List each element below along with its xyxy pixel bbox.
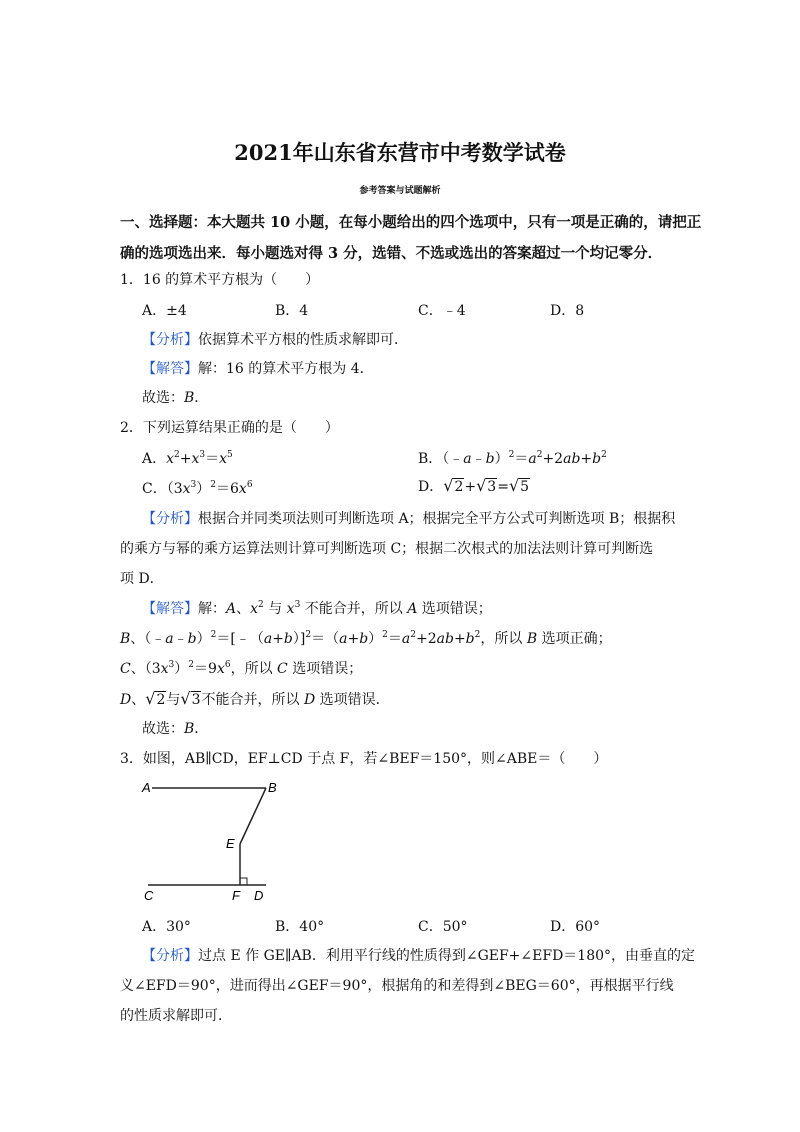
analysis-tag: 【分析】 — [142, 511, 198, 527]
q2-option-c: C．$(3x^3)^2=6x^6$ — [142, 480, 253, 497]
q2-choice — [142, 719, 208, 739]
q1-analysis — [142, 330, 408, 350]
q1-choice-letter: B — [184, 390, 195, 406]
q2-analysis-line1 — [142, 509, 675, 529]
q2-analysis-line2: 的乘方与幂的乘方运算法则计算可判断选项 C；根据二次根式的加法法则计算可判断选 — [120, 541, 654, 557]
section-heading-line2: 确的选项选出来．每小题选对得 3 分，选错、不选或选出的答案超过一个均记零分． — [120, 245, 663, 262]
figure-label-e: E — [226, 836, 235, 851]
q1-choice-end: ． — [194, 390, 209, 406]
q2-analysis-line3: 项 D． — [120, 571, 164, 587]
section-heading-line1: 一、选择题：本大题共 10 小题，在每小题给出的四个选项中，只有一项是正确的，请把正 — [120, 214, 702, 231]
figure-label-f: F — [232, 888, 240, 903]
q2-option-a: A．$x^2+x^3=x^5$ — [142, 450, 233, 467]
q2-choice-letter: B — [184, 721, 195, 737]
q1-answer-text: 解：16 的算术平方根为 4． — [198, 361, 374, 377]
analysis-tag: 【分析】 — [142, 948, 198, 964]
q2-choice-end: ． — [194, 721, 209, 737]
q1-choice-prefix: 故选： — [142, 390, 184, 406]
q2-answer-line4: D、√2与√3不能合并，所以 D 选项错误． — [120, 689, 390, 708]
figure-label-c: C — [144, 888, 154, 903]
answer-tag: 【解答】 — [142, 361, 198, 377]
q3-option-c: C．50° — [418, 919, 468, 935]
q1-option-d: D．8 — [550, 303, 585, 319]
q3-option-a: A．30° — [142, 919, 191, 935]
q1-option-c: C．﹣4 — [418, 303, 466, 319]
figure-label-d: D — [254, 888, 264, 903]
page-title: 2021年山东省东营市中考数学试卷 — [234, 140, 566, 165]
q1-option-b: B．4 — [275, 303, 309, 319]
q2-option-b: B．$(﹣a﹣b)^2=a^2+2ab+b^2$ — [418, 450, 607, 467]
q3-option-b: B．40° — [275, 919, 325, 935]
q2-analysis-text-1: 根据合并同类项法则可判断选项 A；根据完全平方公式可判断选项 B；根据积 — [198, 511, 676, 527]
page-subtitle: 参考答案与试题解析 — [359, 186, 441, 196]
q1-option-a: A．±4 — [142, 303, 187, 319]
q3-geometry-figure — [138, 774, 288, 906]
figure-label-b: B — [268, 780, 277, 795]
q3-analysis-line3: 的性质求解即可． — [120, 1008, 232, 1024]
q3-stem: 3．如图，AB∥CD，EF⊥CD 于点 F，若∠BEF＝150°，则∠ABE＝（ ） — [120, 751, 608, 767]
q2-choice-prefix: 故选： — [142, 721, 184, 737]
q2-answer-line3: C、$(3x^3)^2=9x^6$，所以 C 选项错误； — [120, 660, 363, 677]
q1-analysis-text: 依据算术平方根的性质求解即可． — [198, 332, 408, 348]
q2-option-d: D．√2+√3=√5 — [418, 476, 530, 495]
q1-choice — [142, 388, 208, 408]
q1-answer — [142, 359, 374, 379]
q1-stem: 1．16 的算术平方根为（ ） — [120, 272, 320, 288]
q3-option-d: D．60° — [550, 919, 601, 935]
analysis-tag: 【分析】 — [142, 332, 198, 348]
q2-answer-line2: B、$(﹣a﹣b)^2=[﹣(a+b)]^2=(a+b)^2=a^2+2ab+b^2$，所以 B 选项正确； — [120, 630, 612, 647]
answer-tag: 【解答】 — [142, 601, 198, 617]
q3-analysis-line1 — [142, 946, 695, 966]
q3-analysis-text-1: 过点 E 作 GE∥AB．利用平行线的性质得到∠GEF+∠EFD＝180°，由垂直的定 — [198, 948, 696, 964]
q2-stem: 2．下列运算结果正确的是（ ） — [120, 420, 339, 436]
q2-answer-line1: 【解答】解：A、$x^2$ 与 $x^3$ 不能合并，所以 A 选项错误； — [142, 600, 492, 617]
q3-analysis-line2: 义∠EFD＝90°，进而得出∠GEF＝90°，根据角的和差得到∠BEG＝60°，再根据平行线 — [120, 978, 674, 994]
figure-label-a: A — [142, 780, 151, 795]
